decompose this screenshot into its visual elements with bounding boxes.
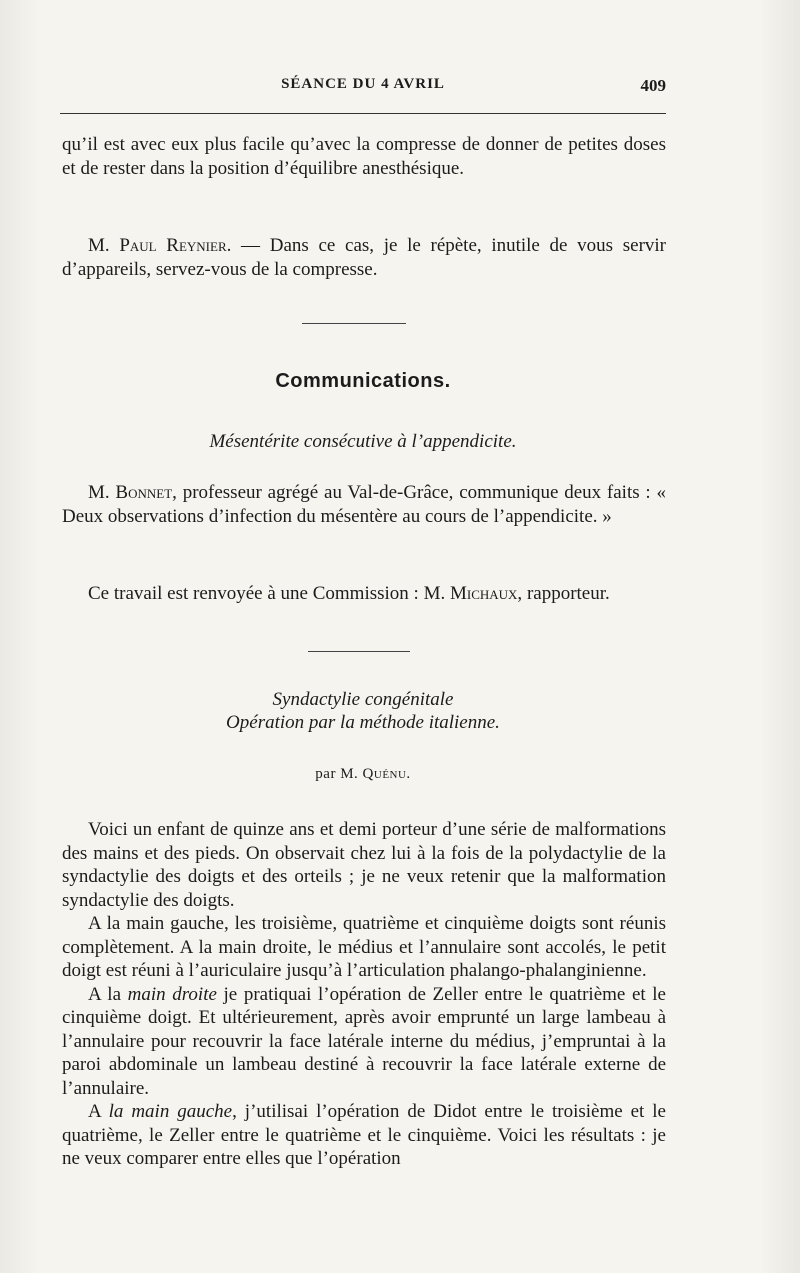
running-header: [60, 76, 666, 100]
body-paragraph: Voici un enfant de quinze ans et demi porteur d’une série de malformations des mains et des pieds. On observait chez lui à la fois de la polydactylie de la syndactylie des doigts et des orteils ; je ne veux retenir que la malformation syndactylie des doigts.: [62, 819, 666, 911]
bonnet-paragraph: [62, 481, 666, 528]
mesenterite-title: Mésentérite consécutive à l’appendicite.: [209, 431, 517, 452]
speaker-text: — Dans ce cas, je le répète, inutile de vous servir d’appareils, servez-vous de la compresse.: [62, 235, 666, 280]
separator-rule: [308, 651, 410, 652]
syndactylie-title: Syndactylie congénitale Opération par la méthode italienne.: [226, 689, 500, 733]
reynier-paragraph: [62, 234, 666, 281]
speaker-name: M. Paul Reynier.: [88, 235, 232, 256]
speaker-text: professeur agrégé au Val-de-Grâce, communique deux faits : « Deux observations d’infection du mésentère au cours de l’appendicite. »: [62, 482, 666, 527]
body-paragraph: A la main droite je pratiquai l’opération de Zeller entre le quatrième et le cinquième doigt. Et ultérieurement, après avoir emprunté un large lambeau à l’annulaire pour recouvrir la face latérale interne du médius, j’empruntai à la paroi abdominale un lambeau destiné à recouvrir la face latérale externe de l’annulaire.: [62, 983, 666, 1099]
separator-rule: [302, 323, 406, 324]
body-paragraph: A la main gauche, j’utilisai l’opération de Didot entre le troisième et le quatrième, le Zeller entre le quatrième et le cinquième. Voici les résultats : je ne veux comparer entre elles que l’opération: [62, 1101, 666, 1169]
continuation-paragraph: qu’il est avec eux plus facile qu’avec la compresse de donner de petites doses et de rester dans la position d’équilibre anesthésique.: [62, 134, 666, 179]
speaker-name: M. Bonnet,: [88, 482, 177, 503]
rapporteur-name: M. Michaux,: [423, 583, 523, 604]
commission-paragraph: Ce travail est renvoyée à une Commission : M. Michaux, rapporteur.: [88, 583, 610, 604]
page-number: 409: [640, 76, 666, 95]
body-paragraph: A la main gauche, les troisième, quatrième et cinquième doigts sont réunis complètement. A la main droite, le médius et l’annulaire sont accolés, le petit doigt est réuni à l’auriculaire jusqu’à l’articulation phalango-phalanginienne.: [62, 913, 666, 981]
running-title: SÉANCE DU 4 AVRIL: [281, 76, 445, 92]
body-text: [62, 818, 666, 1171]
header-rule: [60, 113, 666, 114]
author-byline: par M. Quénu.: [315, 766, 411, 782]
section-heading: Communications.: [275, 370, 451, 392]
author-name: Quénu.: [362, 766, 411, 782]
